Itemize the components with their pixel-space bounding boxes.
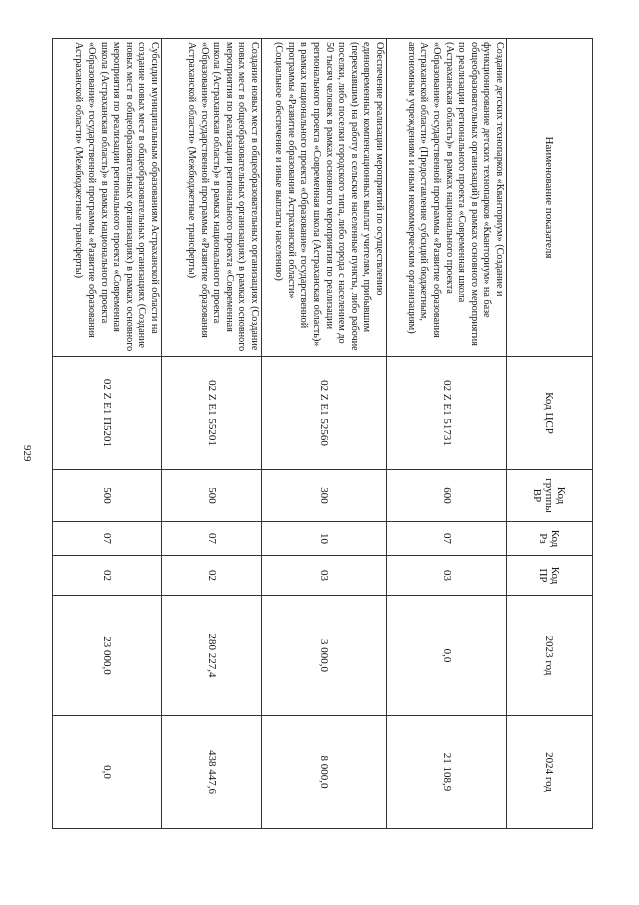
row-name: Субсидии муниципальным образованиям Астраханской области на создание новых мест в общеобразовательных организациях (Создание новых мест в общеобразовательных организациях) в рамках основного мероприятия по реализации регионального проекта «Современная школа (Астраханская область)» в рамках национального проекта «Образование» государственной программы «Развитие образования Астраханской области» (Межбюджетные трансферты) (53, 39, 162, 357)
row-rz: 07 (162, 522, 262, 556)
row-pr: 02 (53, 556, 162, 596)
row-pr: 03 (262, 556, 387, 596)
table-row (262, 39, 387, 829)
row-2024: 21 108,9 (387, 716, 507, 829)
row-2024: 438 447,6 (162, 716, 262, 829)
table-row (162, 39, 262, 829)
row-csr: 02 Z E1 П5201 (53, 357, 162, 470)
budget-table (52, 38, 593, 829)
row-name: Создание детских технопарков «Кванториум» (Создание и функционирование детских технопарков «Кванториум» на базе общеобразовательных организаций) в рамках основного мероприятия по реализации регионального проекта «Современная школа (Астраханская область)» в рамках национального проекта «Образование» государственной программы «Развитие образования Астраханской области» (Предоставление субсидий бюджетным, автономным учреждениям и иным некоммерческим организациям) (387, 39, 507, 357)
table-row (387, 39, 507, 829)
row-rz: 10 (262, 522, 387, 556)
header-pr: Код ПР (507, 556, 593, 596)
row-pr: 03 (387, 556, 507, 596)
header-2024: 2024 год (507, 716, 593, 829)
header-rz: Код Рз (507, 522, 593, 556)
table-row (53, 39, 162, 829)
row-2023: 3 000,0 (262, 596, 387, 716)
header-row (507, 39, 593, 829)
row-csr: 02 Z E1 52560 (262, 357, 387, 470)
row-pr: 02 (162, 556, 262, 596)
row-name: Создание новых мест в общеобразовательных организациях (Создание новых мест в общеобразовательных организациях) в рамках основного мероприятия по реализации регионального проекта «Современная школа (Астраханская область)» в рамках национального проекта «Образование» государственной программы «Развитие образования Астраханской области» (Межбюджетные трансферты) (162, 39, 262, 357)
row-2023: 280 227,4 (162, 596, 262, 716)
header-vr: Код группы ВР (507, 470, 593, 522)
row-name: Обеспечение реализации мероприятий по осуществлению единовременных компенсационных выплат учителям, прибывшим (переехавшим) на работу в сельские населенные пункты, либо рабочие поселки, либо поселки городского типа, либо города с населением до 50 тысяч человек в рамках основного мероприятия по реализации регионального проекта «Современная школа (Астраханская область)» в рамках национального проекта «Образование» государственной программы «Развитие образования Астраханской области» (Социальное обеспечение и иные выплаты населению) (262, 39, 387, 357)
row-vr: 500 (53, 470, 162, 522)
header-2023: 2023 год (507, 596, 593, 716)
row-2024: 8 000,0 (262, 716, 387, 829)
row-vr: 300 (262, 470, 387, 522)
row-2023: 23 000,0 (53, 596, 162, 716)
rotated-table-container (53, 38, 593, 828)
row-2023: 0,0 (387, 596, 507, 716)
row-vr: 600 (387, 470, 507, 522)
row-csr: 02 Z E1 55201 (162, 357, 262, 470)
row-rz: 07 (387, 522, 507, 556)
row-2024: 0,0 (53, 716, 162, 829)
page-number: 929 (21, 445, 33, 462)
header-csr: Код ЦСР (507, 357, 593, 470)
row-csr: 02 Z E1 51731 (387, 357, 507, 470)
row-rz: 07 (53, 522, 162, 556)
header-name: Наименование показателя (507, 39, 593, 357)
row-vr: 500 (162, 470, 262, 522)
